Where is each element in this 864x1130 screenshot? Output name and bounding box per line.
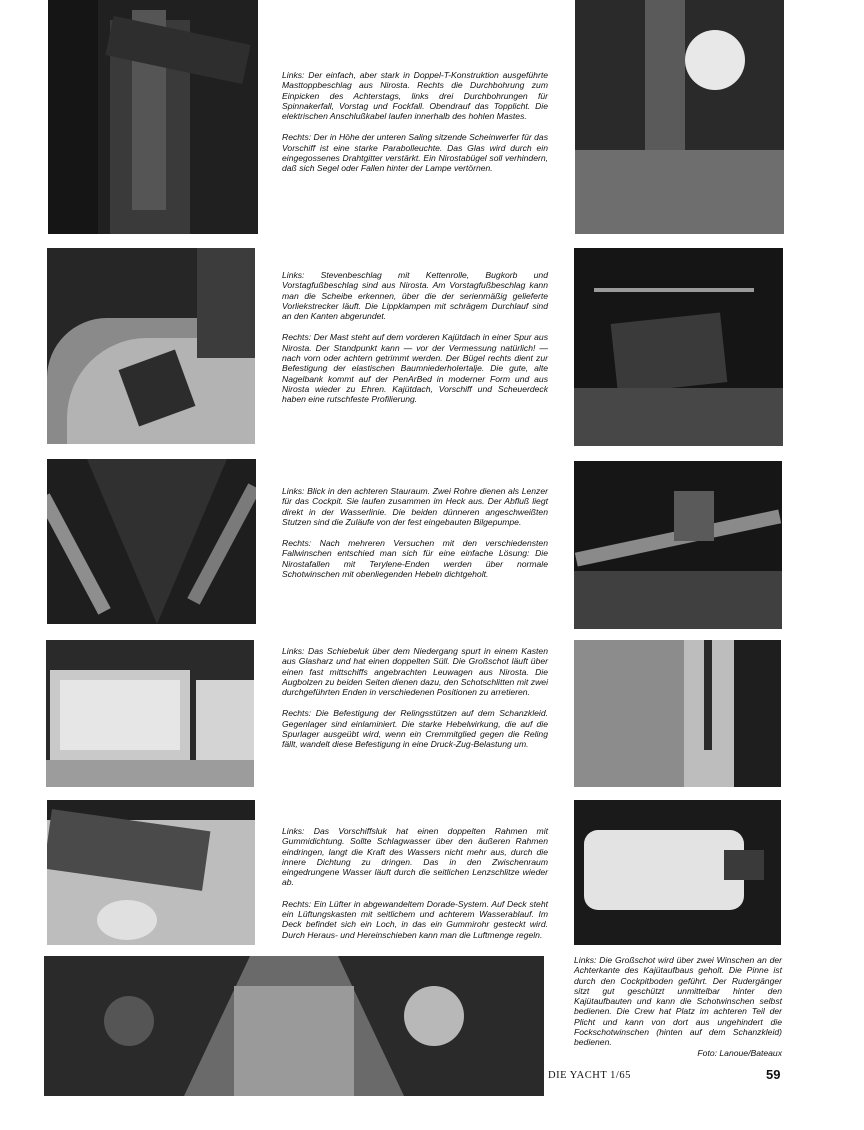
photo-stem-fitting: [47, 248, 255, 444]
caption-block-1: [282, 70, 548, 174]
caption-right-4: Rechts: Die Befestigung der Relingsstützen auf dem Schanzkleid. Gegenlager sind einlaminiert. Die starke Hebelwirkung, die auf die Spurlager ausgeübt wird, wenn ein Cremmitglied gegen die Reling fällt, wandelt diese Befestigung in eine Druck-Zug-Belastung um.: [282, 708, 548, 750]
photo-masthead-fitting: [48, 0, 258, 234]
caption-right-1: Rechts: Der in Höhe der unteren Saling sitzende Scheinwerfer für das Vorschiff ist eine starke Parabolleuchte. Das Glas wird durch ein eingegossenes Drahtgitter verstärkt. Ein Nirostabügel soll verhindern, daß sich Segel oder Fallen hinter der Lampe vertörnen.: [282, 132, 548, 174]
photo-halyard-winch: [574, 461, 782, 629]
page-number: 59: [766, 1067, 781, 1082]
caption-left-1: Links: Der einfach, aber stark in Doppel-T-Konstruktion ausgeführte Masttoppbeschlag aus Nirosta. Rechts die Durchbohrung zum Einpicken des Achterstags, links drei Durchbohrungen für Spinnakerfall, Vorstag und Fockfall. Obendrauf das Topplicht. Die elektrischen Anschlußkabel laufen innerhalb des hohlen Mastes.: [282, 70, 548, 122]
caption-bottom: [574, 955, 782, 1058]
photo-sliding-hatch: [46, 640, 254, 787]
photo-credit: Foto: Lanoue/Bateaux: [697, 1047, 782, 1058]
photo-aft-locker: [47, 459, 256, 624]
caption-left-2: Links: Stevenbeschlag mit Kettenrolle, Bugkorb und Vorstagfußbeschlag sind aus Nirosta. Am Vorstagfußbeschlag kann man die Scheibe erkennen, über die der serienmäßig gelieferte Vorliekstrecker läuft. Die Lippklampen mit schrägem Durchlauf sind an den Kanten abgerundet.: [282, 270, 548, 322]
caption-block-4: [282, 646, 548, 750]
photo-stanchion-base: [574, 640, 781, 787]
caption-block-3: [282, 486, 548, 579]
magazine-issue: DIE YACHT 1/65: [548, 1070, 631, 1081]
caption-left-3: Links: Blick in den achteren Stauraum. Zwei Rohre dienen als Lenzer für das Cockpit. Sie laufen zusammen im Heck aus. Der Abfluß liegt direkt in der Wasserlinie. Die beiden dünneren angeschweißten Stutzen sind die Zuläufe von der fest eingebauten Bilgepumpe.: [282, 486, 548, 527]
photo-vent-box: [574, 800, 781, 945]
caption-right-2: Rechts: Der Mast steht auf dem vorderen Kajütdach in einer Spur aus Nirosta. Der Standpunkt kann — vor der Vermessung natürlich! — nach vorn oder achtern getrimmt werden. Der Bügel rechts dient zur Befestigung der elastischen Baumniederholertalje. Die gute, alte Nagelbank kommt auf der PenArBed in moderner Form und aus Nirosta wieder zu Ehren. Kajütdach, Vorschiff und Scheuerdeck haben eine rutschfeste Profilierung.: [282, 332, 548, 405]
photo-mast-step: [574, 248, 783, 446]
caption-left-4: Links: Das Schiebeluk über dem Niedergang spurt in einem Kasten aus Glasharz und hat einen doppelten Süll. Die Großschot läuft über einen fast mittschiffs angebrachten Leuwagen aus Nirosta. Die Augbolzen zu beiden Seiten dienen dazu, den Schotschlitten mit zwei durchgeführten Enden in verschiedenen Positionen zu arretieren.: [282, 646, 548, 698]
caption-right-5: Rechts: Ein Lüfter in abgewandeltem Dorade-System. Auf Deck steht ein Lüftungskasten mit seitlichem und achterem Wasserablauf. Im Deck befindet sich ein Loch, in das ein Gummirohr gesteckt wird. Durch Heraus- und Hereinschieben kann man die Luftmenge regeln.: [282, 898, 548, 940]
photo-spreader-light: [575, 0, 784, 234]
caption-left-5: Links: Das Vorschiffsluk hat einen doppelten Rahmen mit Gummidichtung. Sollte Schlagwasser über den äußeren Rahmen eindringen, langt die Kraft des Wassers nicht mehr aus, durch die innere Dichtung zu dringen. Das in den Zwischenraum eingedrungene Wasser läuft durch die seitlichen Lenzschlitze wieder ab.: [282, 826, 548, 888]
caption-block-5: [282, 826, 548, 940]
caption-right-3: Rechts: Nach mehreren Versuchen mit den verschiedensten Fallwinschen entschied man sich für eine einfache Lösung: Die Nirostafallen mit Terylene-Enden werden über normale Schotwinschen mit obenliegenden Hebeln dichtgeholt.: [282, 538, 548, 580]
photo-cockpit-winches: [44, 956, 544, 1096]
caption-bottom-text: Links: Die Großschot wird über zwei Winschen an der Achterkante des Kajütaufbaus geholt. Die Pinne ist durch den Cockpitboden geführt. Der Rudergänger sitzt gut geschützt unmittelbar hinter den Kajütaufbauten und kann die Schotwinschen selbst bedienen. Die Crew hat Platz im achteren Teil der Plicht und kann von dort aus ungehindert die Fockschotwinschen (hinten auf dem Schanzkleid) bedienen.: [574, 955, 782, 1048]
caption-block-2: [282, 270, 548, 405]
photo-fore-hatch: [47, 800, 255, 945]
